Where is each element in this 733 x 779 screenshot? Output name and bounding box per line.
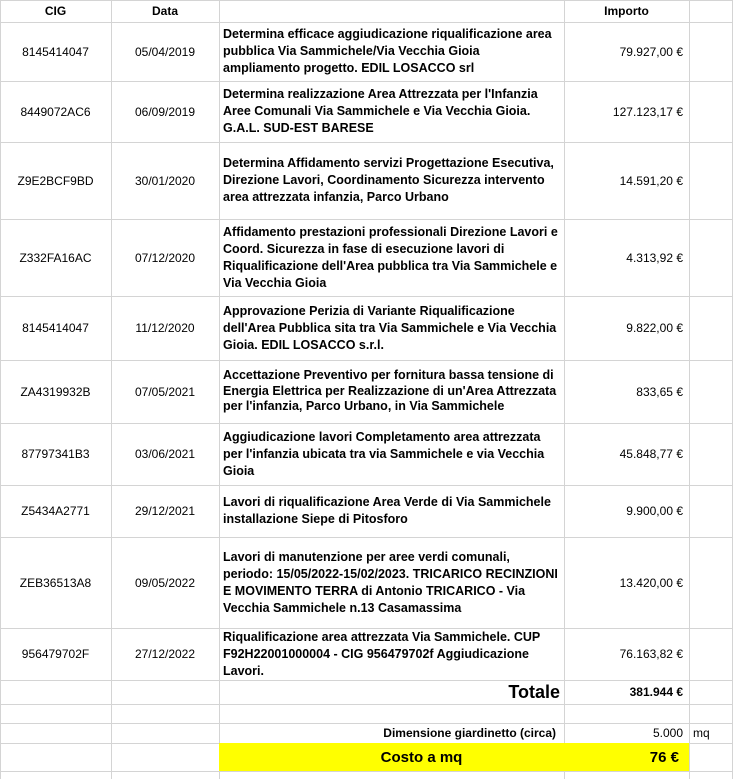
header-data: Data [151, 4, 178, 18]
cell-cig: 956479702F [21, 647, 90, 661]
cell-amount: 13.420,00 € [619, 575, 683, 590]
total-label: Totale [508, 681, 560, 702]
cell-amount: 9.822,00 € [626, 321, 683, 335]
grid-line [0, 704, 733, 705]
cell-date: 06/09/2019 [134, 104, 196, 119]
cell-description: Determina realizzazione Area Attrezzata per l'Infanzia Aree Comunali Via Sammichele e Via Vecchia Gioia. G.A.L. SUD-EST BARESE [223, 87, 538, 135]
cell-date: 03/06/2021 [134, 447, 196, 461]
cost-label: Costo a mq [380, 748, 463, 766]
cell-cig: 8449072AC6 [20, 104, 91, 119]
cell-description: Lavori di riqualificazione Area Verde di Via Sammichele installazione Siepe di Pitosforo [223, 495, 551, 526]
cell-amount: 833,65 € [636, 384, 683, 399]
cell-date: 05/04/2019 [134, 44, 196, 59]
cell-date: 07/12/2020 [134, 250, 196, 265]
cell-cig: Z332FA16AC [19, 250, 92, 265]
cell-amount: 76.163,82 € [619, 647, 683, 661]
dimension-label: Dimensione giardinetto (circa) [383, 726, 556, 740]
cell-cig: 8145414047 [22, 44, 89, 59]
cell-date: 11/12/2020 [135, 321, 195, 335]
dimension-unit: mq [693, 726, 710, 740]
total-value: 381.944 € [629, 685, 683, 699]
cell-description: Approvazione Perizia di Variante Riqualificazione dell'Area Pubblica sita tra Via Sammichele e Via Vecchia Gioia. EDIL LOSACCO s.r.l. [223, 303, 557, 352]
cell-date: 07/05/2021 [134, 384, 196, 399]
cell-description: Affidamento prestazioni professionali Direzione Lavori e Coord. Sicurezza in fase di esecuzione lavori di Riqualificazione dell'Area pubblica tra Via Sammichele e Via Vecchia Gioia [223, 224, 558, 290]
cell-description: Accettazione Preventivo per fornitura bassa tensione di Energia Elettrica per Realizzazione di un'Area Attrezzata per l'infanzia, Parco Urbano, in Via Sammichele [223, 368, 557, 414]
cell-date: 30/01/2020 [134, 173, 196, 188]
cell-description: Determina Affidamento servizi Progettazione Esecutiva, Direzione Lavori, Coordinamento Sicurezza intervento area attrezzata infanzia, Parco Urbano [223, 156, 554, 204]
cell-amount: 127.123,17 € [612, 104, 683, 119]
cell-amount: 79.927,00 € [619, 44, 683, 59]
cell-description: Aggiudicazione lavori Completamento area attrezzata per l'infanzia ubicata tra via Sammichele e via Vecchia Gioia [223, 429, 545, 478]
cell-description: Lavori di manutenzione per aree verdi comunali, periodo: 15/05/2022-15/02/2023. TRICARICO RECINZIONI E MOVIMENTO TERRA di Antonio TRICARICO - Via Vecchia Sammichele n.13 Casamassima [223, 549, 558, 615]
cell-cig: ZA4319932B [20, 384, 91, 399]
cell-cig: Z9E2BCF9BD [17, 173, 94, 188]
cell-date: 29/12/2021 [134, 504, 196, 518]
cell-amount: 4.313,92 € [626, 250, 683, 265]
grid-line [689, 0, 690, 779]
cell-description: Riqualificazione area attrezzata Via Sammichele. CUP F92H22001000004 - CIG 956479702f Aggiudicazione Lavori. [223, 629, 541, 678]
cell-amount: 14.591,20 € [619, 173, 683, 188]
cell-amount: 45.848,77 € [619, 447, 683, 461]
header-importo: Importo [604, 4, 649, 18]
cost-value: 76 € [649, 748, 679, 766]
cell-cig: ZEB36513A8 [19, 575, 92, 590]
dimension-value: 5.000 [652, 726, 683, 740]
cell-cig: 8145414047 [22, 321, 89, 335]
cell-cig: 87797341B3 [21, 447, 90, 461]
grid-line [0, 771, 733, 772]
header-cig: CIG [44, 4, 67, 18]
cell-amount: 9.900,00 € [626, 504, 683, 518]
cell-cig: Z5434A2771 [21, 504, 90, 518]
cell-date: 09/05/2022 [134, 575, 196, 590]
cell-description: Determina efficace aggiudicazione riqualificazione area pubblica Via Sammichele/Via Vecchia Gioia ampliamento progetto. EDIL LOSACCO srl [223, 27, 552, 75]
cell-date: 27/12/2022 [134, 647, 196, 661]
